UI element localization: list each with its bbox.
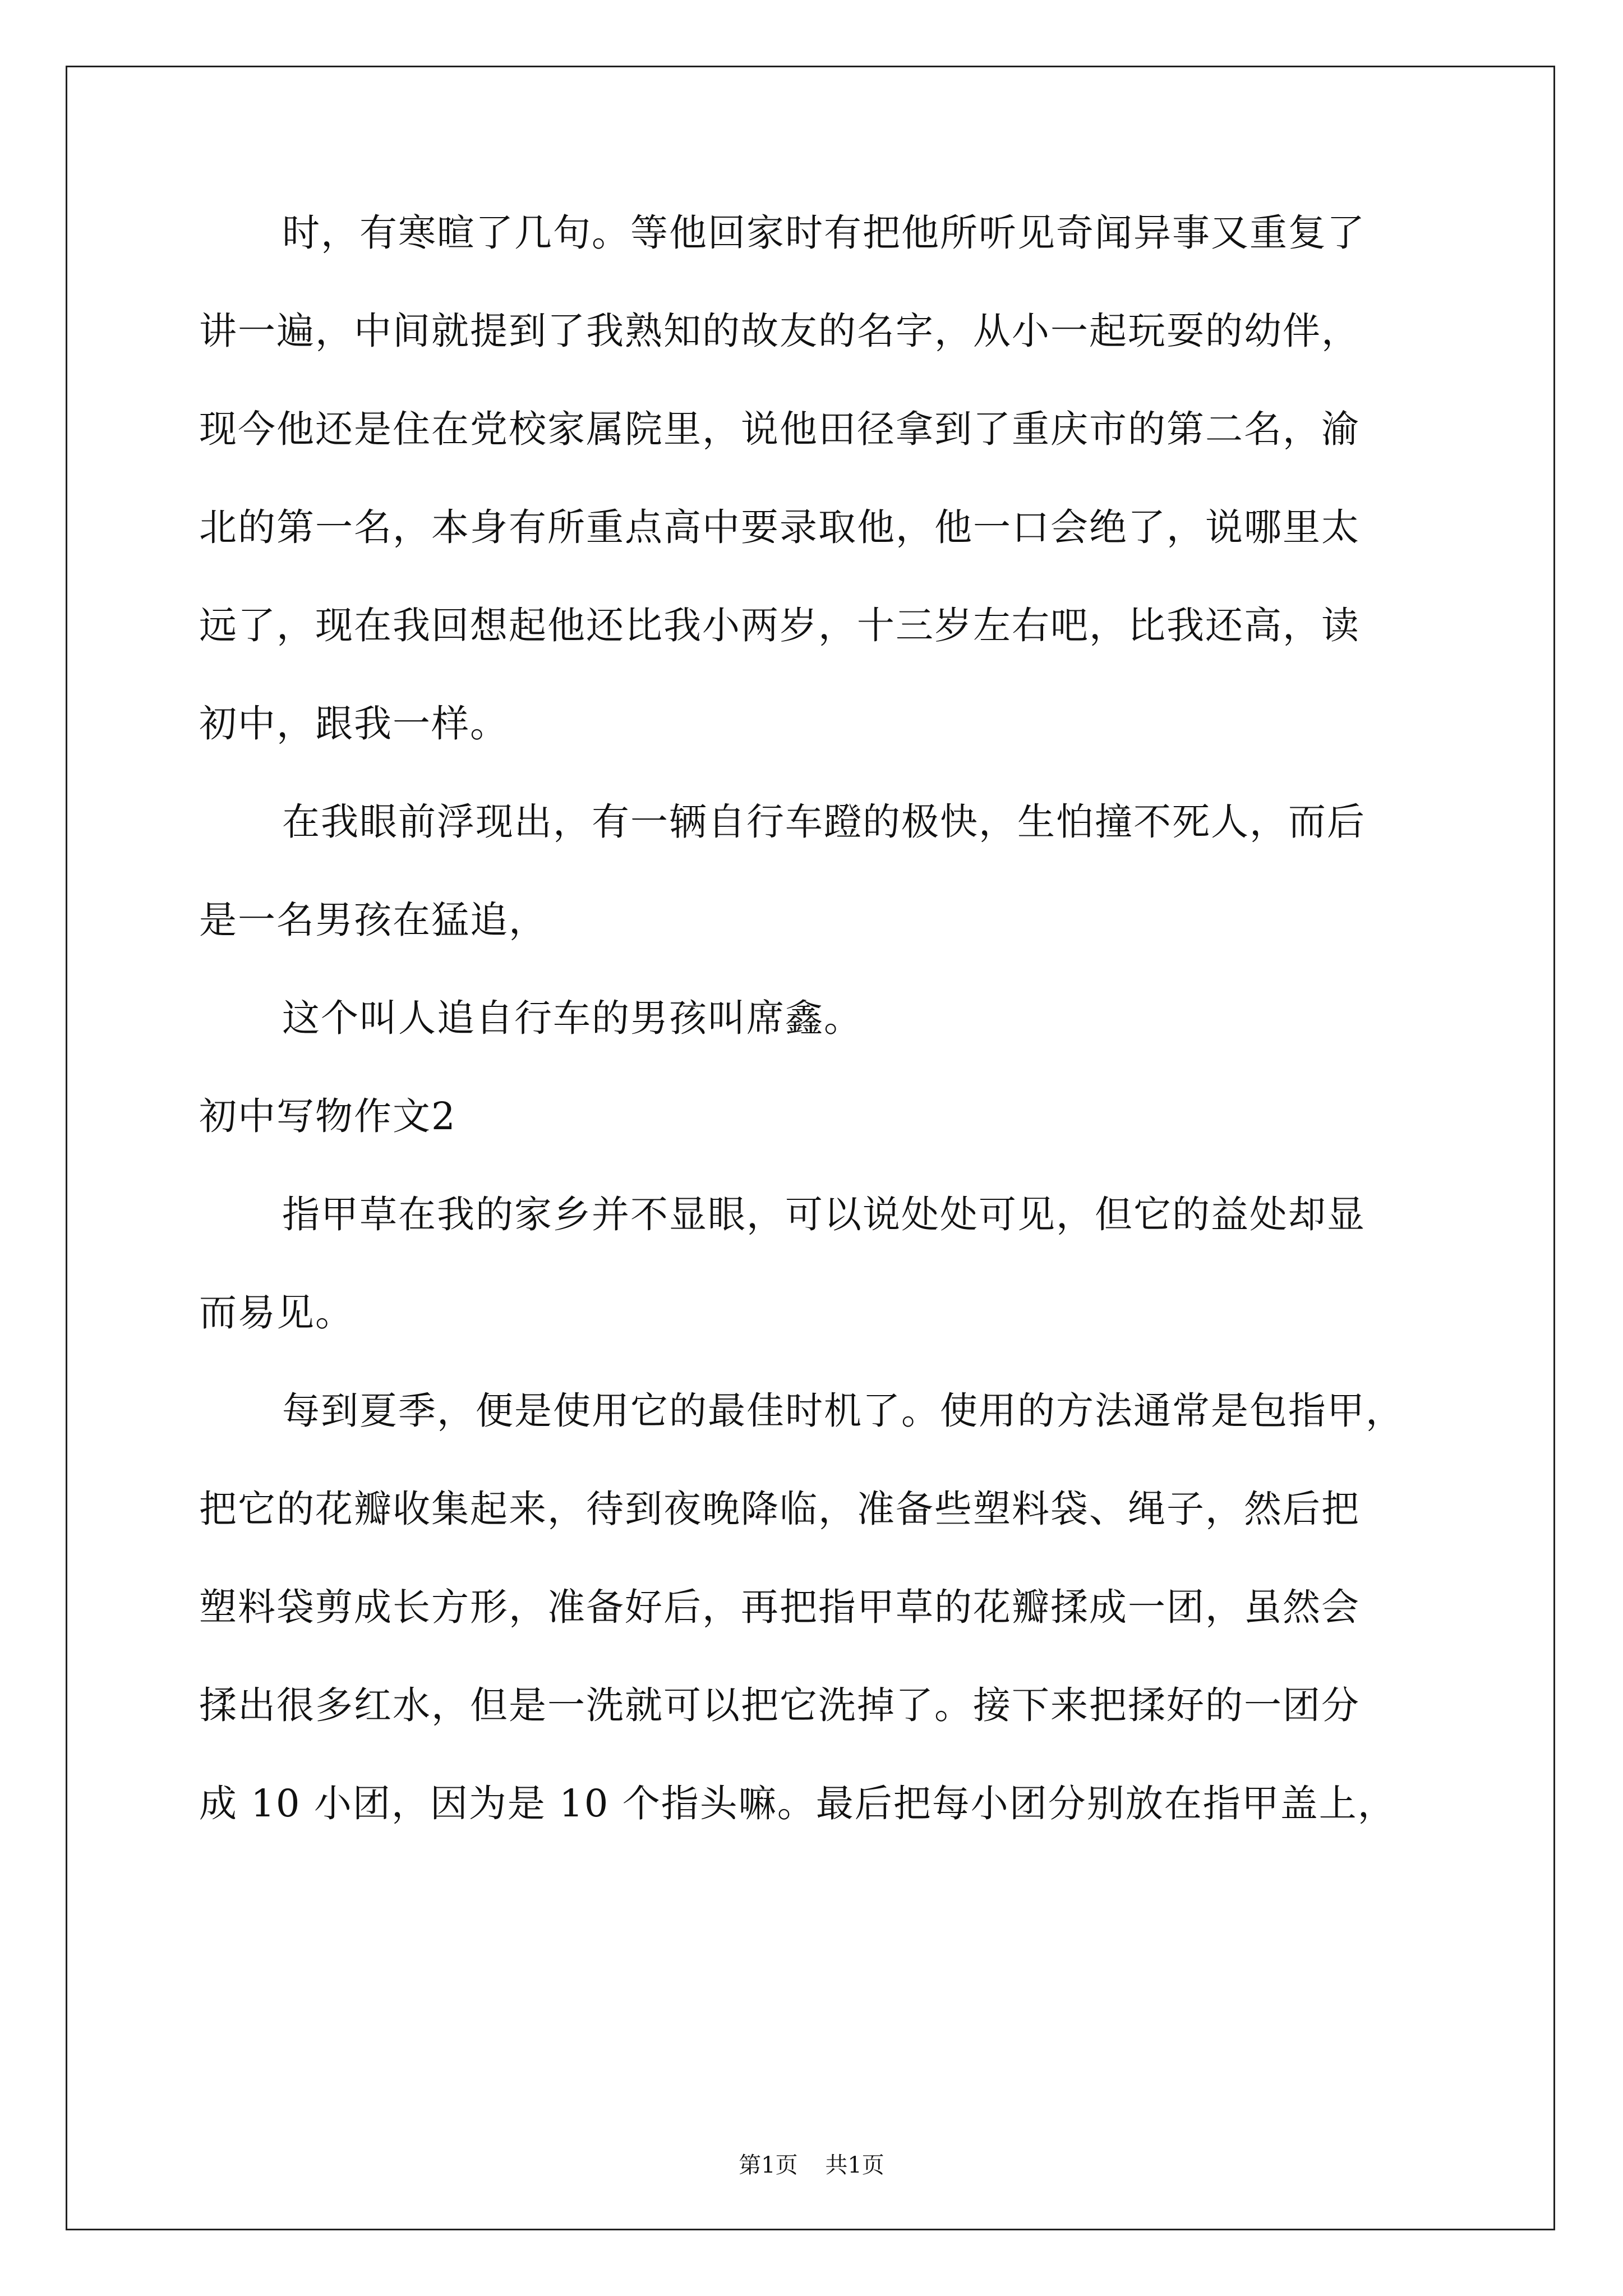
text-line: 现今他还是住在党校家属院里，说他田径拿到了重庆市的第二名，渝 (199, 407, 1360, 451)
text-line: 这个叫人追自行车的男孩叫席鑫。 (282, 996, 863, 1040)
text-line: 揉出很多红水，但是一洗就可以把它洗掉了。接下来把揉好的一团分 (199, 1683, 1360, 1727)
page-border (66, 66, 1555, 2230)
text-line: 讲一遍，中间就提到了我熟知的故友的名字，从小一起玩耍的幼伴， (199, 309, 1360, 353)
text-line: 远了，现在我回想起他还比我小两岁，十三岁左右吧，比我还高，读 (199, 604, 1360, 647)
page-footer (0, 2151, 1623, 2179)
page-number: 第1页 (739, 2152, 798, 2178)
text-line: 每到夏季，便是使用它的最佳时机了。使用的方法通常是包指甲， (282, 1389, 1404, 1433)
text-line: 初中，跟我一样。 (199, 702, 509, 746)
text-line: 成 10 小团，因为是 10 个指头嘛。最后把每小团分别放在指甲盖上， (199, 1782, 1396, 1825)
text-line: 在我眼前浮现出，有一辆自行车蹬的极快，生怕撞不死人，而后 (282, 800, 1366, 844)
section-heading: 初中写物作文2 (199, 1094, 457, 1138)
text-line: 是一名男孩在猛追， (199, 898, 547, 942)
text-line: 塑料袋剪成长方形，准备好后，再把指甲草的花瓣揉成一团，虽然会 (199, 1585, 1360, 1629)
text-line: 而易见。 (199, 1291, 354, 1335)
text-line: 时，有寒暄了几句。等他回家时有把他所听见奇闻异事又重复了 (282, 211, 1366, 255)
text-line: 指甲草在我的家乡并不显眼，可以说处处可见，但它的益处却显 (282, 1193, 1366, 1236)
text-line: 北的第一名，本身有所重点高中要录取他，他一口会绝了，说哪里太 (199, 505, 1360, 549)
text-line: 把它的花瓣收集起来，待到夜晚降临，准备些塑料袋、绳子，然后把 (199, 1487, 1360, 1531)
page-total: 共1页 (825, 2152, 884, 2178)
